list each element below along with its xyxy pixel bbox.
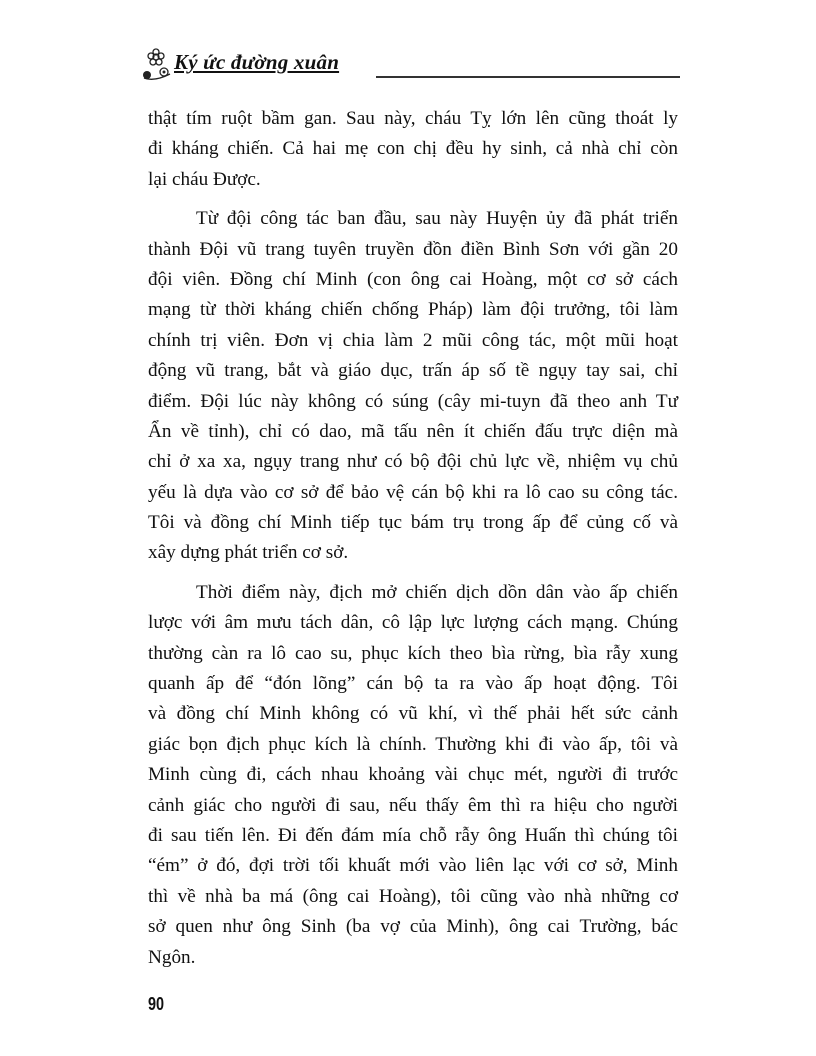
text-line: “ém” ở đó, đợi trời tối khuất mới vào liên lạc với cơ sở, Minh: [148, 855, 678, 877]
page-body: [148, 104, 678, 973]
text-line: động vũ trang, bắt và giáo dục, trấn áp số tề ngụy tay sai, chỉ: [148, 360, 678, 382]
header-rule: [376, 76, 680, 78]
text-line: Thời điểm này, địch mở chiến dịch dồn dân vào ấp chiến: [196, 581, 678, 603]
text-line: Ẩn về tỉnh), chỉ có dao, mã tấu nên ít chiến đấu trực diện mà: [148, 420, 678, 442]
text-line: thường càn ra lô cao su, phục kích theo bìa rừng, bìa rẫy xung: [148, 642, 678, 664]
book-title: Ký ức đường xuân: [174, 50, 340, 74]
text-line: Minh cùng đi, cách nhau khoảng vài chục mét, người đi trước: [148, 764, 678, 786]
paragraph: [148, 578, 678, 973]
paragraph-gap: [148, 195, 678, 204]
text-line: chỉ ở xa xa, ngụy trang như có bộ đội chủ lực về, nhiệm vụ chủ: [148, 451, 678, 473]
text-line: đi kháng chiến. Cả hai mẹ con chị đều hy sinh, cả nhà chỉ còn: [148, 138, 678, 160]
text-line: Ngôn.: [148, 946, 196, 968]
text-line: mạng từ thời kháng chiến chống Pháp) làm đội trưởng, tôi làm: [148, 299, 678, 321]
paragraph: [148, 204, 678, 569]
text-line: giác bọn địch phục kích là chính. Thường khi đi vào ấp, tôi và: [148, 733, 678, 755]
text-line: thật tím ruột bầm gan. Sau này, cháu Tỵ lớn lên cũng thoát ly: [148, 108, 678, 129]
text-line: đi sau tiến lên. Đi đến đám mía chỗ rẫy ông Huấn thì chúng tôi: [148, 824, 678, 846]
text-line: sở quen như ông Sinh (ba vợ của Minh), ông cai Trường, bác: [148, 916, 678, 938]
text-line: và đồng chí Minh không có vũ khí, vì thế phải hết sức cảnh: [148, 703, 678, 725]
text-line: đội viên. Đồng chí Minh (con ông cai Hoàng, một cơ sở cách: [148, 268, 678, 290]
text-line: Từ đội công tác ban đầu, sau này Huyện ủy đã phát triển: [196, 208, 678, 230]
running-header: [140, 44, 680, 84]
text-line: lại cháu Được.: [148, 168, 261, 190]
flower-ornament-icon: [140, 48, 172, 82]
text-line: chính trị viên. Đơn vị chia làm 2 mũi công tác, một mũi hoạt: [148, 329, 678, 351]
text-line: Tôi và đồng chí Minh tiếp tục bám trụ trong ấp để củng cố và: [148, 512, 678, 534]
text-line: điểm. Đội lúc này không có súng (cây mi-tuyn đã theo anh Tư: [148, 390, 678, 412]
text-line: yếu là dựa vào cơ sở để bảo vệ cán bộ khi ra lô cao su công tác.: [148, 481, 678, 503]
paragraph-gap: [148, 569, 678, 578]
text-line: thì về nhà ba má (ông cai Hoàng), tôi cũng vào nhà những cơ: [148, 885, 678, 907]
text-line: quanh ấp để “đón lõng” cán bộ ta ra vào ấp hoạt động. Tôi: [148, 673, 678, 695]
text-line: xây dựng phát triển cơ sở.: [148, 542, 349, 564]
page-number: 90: [148, 994, 165, 1014]
text-line: cảnh giác cho người đi sau, nếu thấy êm thì ra hiệu cho người: [148, 794, 678, 816]
text-line: thành Đội vũ trang tuyên truyền đồn điền Bình Sơn với gần 20: [148, 238, 678, 260]
text-line: lược với âm mưu tách dân, cô lập lực lượng cách mạng. Chúng: [148, 612, 678, 634]
paragraph: [148, 104, 678, 195]
